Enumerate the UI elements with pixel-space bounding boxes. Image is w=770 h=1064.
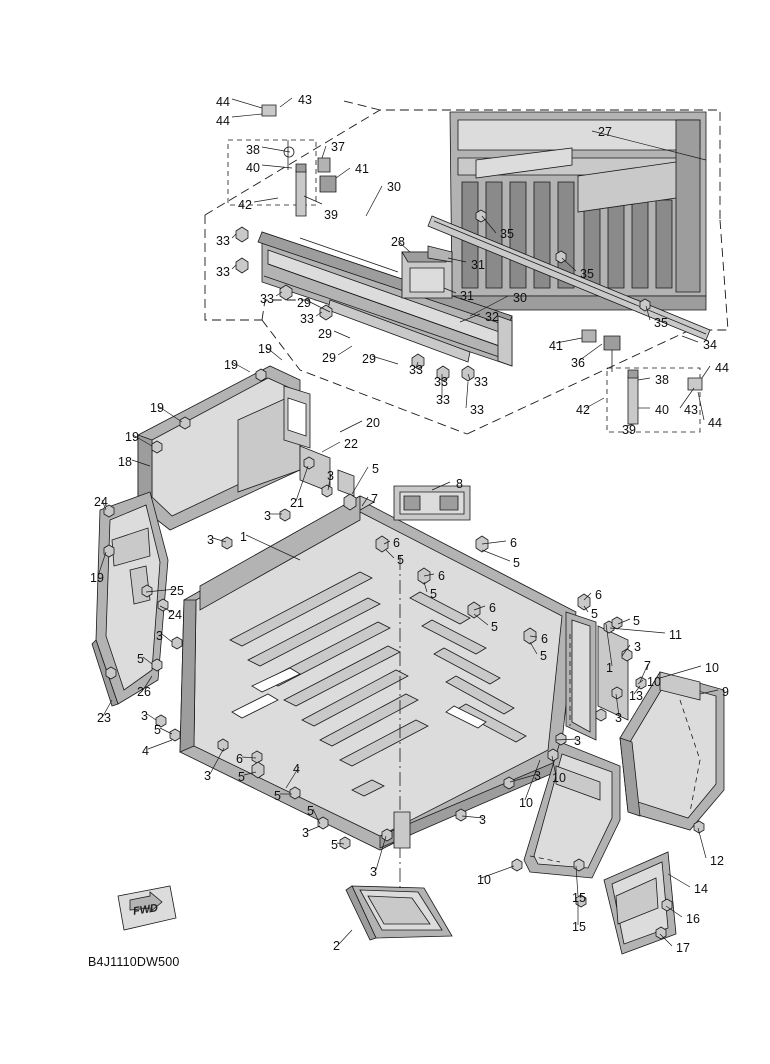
callout-number: 22	[344, 437, 358, 451]
callout-number: 4	[293, 762, 300, 776]
callout-number: 7	[371, 492, 378, 506]
callout-number: 6	[393, 536, 400, 550]
callout-number: 3	[634, 640, 641, 654]
callout-number: 33	[216, 234, 230, 248]
callout-number: 5	[491, 620, 498, 634]
callout-number: 43	[298, 93, 312, 107]
callout-number: 6	[236, 752, 243, 766]
callout-number: 5	[513, 556, 520, 570]
callout-number: 1	[606, 661, 613, 675]
callout-number: 30	[387, 180, 401, 194]
callout-number: 42	[238, 198, 252, 212]
callout-number: 8	[456, 477, 463, 491]
callout-number: 21	[290, 496, 304, 510]
callout-number: 44	[216, 114, 230, 128]
callout-number: 25	[170, 584, 184, 598]
callout-number: 30	[513, 291, 527, 305]
callout-number: 40	[246, 161, 260, 175]
callout-number: 5	[430, 587, 437, 601]
callout-number: 3	[615, 711, 622, 725]
callout-number: 5	[307, 804, 314, 818]
callout-number: 33	[474, 375, 488, 389]
callout-number: 35	[580, 267, 594, 281]
callout-number: 28	[391, 235, 405, 249]
callout-number: 6	[510, 536, 517, 550]
callout-number: 24	[94, 495, 108, 509]
callout-number: 15	[572, 920, 586, 934]
callout-number: 44	[715, 361, 729, 375]
callout-number: 10	[552, 771, 566, 785]
callout-number: 3	[370, 865, 377, 879]
callout-number: 29	[318, 327, 332, 341]
callout-number: 39	[324, 208, 338, 222]
callout-number: 10	[477, 873, 491, 887]
callout-number: 41	[549, 339, 563, 353]
callout-number: 33	[300, 312, 314, 326]
callout-number: 41	[355, 162, 369, 176]
callout-number: 39	[622, 423, 636, 437]
callout-number: 10	[705, 661, 719, 675]
callout-number: 31	[460, 289, 474, 303]
part-code-label: B4J1110DW500	[88, 955, 180, 969]
callout-number: 6	[489, 601, 496, 615]
callout-number: 27	[598, 125, 612, 139]
callout-number: 33	[260, 292, 274, 306]
callout-number: 35	[654, 316, 668, 330]
callout-number: 37	[331, 140, 345, 154]
callout-number: 9	[722, 685, 729, 699]
callout-number: 10	[519, 796, 533, 810]
callout-number: 5	[331, 838, 338, 852]
callout-number: 16	[686, 912, 700, 926]
callout-number: 5	[397, 553, 404, 567]
callout-number: 5	[372, 462, 379, 476]
callout-number: 42	[576, 403, 590, 417]
callout-number: 19	[258, 342, 272, 356]
callout-number: 29	[362, 352, 376, 366]
callout-number: 3	[327, 469, 334, 483]
callout-number: 43	[684, 403, 698, 417]
callout-number: 5	[154, 723, 161, 737]
callout-number: 33	[470, 403, 484, 417]
callout-number: 12	[710, 854, 724, 868]
callout-number: 3	[156, 629, 163, 643]
callout-number: 19	[150, 401, 164, 415]
callout-number: 38	[655, 373, 669, 387]
callout-number: 19	[125, 430, 139, 444]
callout-number: 19	[224, 358, 238, 372]
callout-number: 3	[264, 509, 271, 523]
callout-number: 3	[207, 533, 214, 547]
callout-number: 33	[216, 265, 230, 279]
callout-number: 6	[595, 588, 602, 602]
callout-number: 3	[302, 826, 309, 840]
callout-number: 33	[434, 375, 448, 389]
callout-number: 44	[708, 416, 722, 430]
callout-number: 7	[644, 659, 651, 673]
callout-number: 33	[436, 393, 450, 407]
callout-number: 10	[647, 675, 661, 689]
callout-number: 20	[366, 416, 380, 430]
callout-number: 5	[591, 607, 598, 621]
callout-number: 26	[137, 685, 151, 699]
callout-number: 31	[471, 258, 485, 272]
callout-number: 24	[168, 608, 182, 622]
callout-number: 6	[438, 569, 445, 583]
callout-number: 38	[246, 143, 260, 157]
callout-number: 5	[274, 789, 281, 803]
callout-number: 3	[574, 734, 581, 748]
callout-number: 35	[500, 227, 514, 241]
callout-number: 23	[97, 711, 111, 725]
callout-number: 3	[204, 769, 211, 783]
callout-number: 17	[676, 941, 690, 955]
callout-number: 15	[572, 891, 586, 905]
callout-number: 14	[694, 882, 708, 896]
callout-number: 5	[137, 652, 144, 666]
callout-number: 32	[485, 310, 499, 324]
callout-number: 2	[333, 939, 340, 953]
callout-number: 13	[629, 689, 643, 703]
callout-number: 5	[633, 614, 640, 628]
callout-number: 44	[216, 95, 230, 109]
callout-number: 19	[90, 571, 104, 585]
callout-number: 4	[142, 744, 149, 758]
callout-number: 18	[118, 455, 132, 469]
callout-number: 3	[534, 769, 541, 783]
callout-number: 33	[409, 363, 423, 377]
callout-number: 6	[541, 632, 548, 646]
callout-number: 36	[571, 356, 585, 370]
callout-number: 34	[703, 338, 717, 352]
callout-number: 29	[322, 351, 336, 365]
callout-number: 3	[479, 813, 486, 827]
callout-number: 29	[297, 296, 311, 310]
callout-number: 5	[540, 649, 547, 663]
callout-number: 1	[240, 530, 247, 544]
callout-number: 3	[141, 709, 148, 723]
callout-number: 40	[655, 403, 669, 417]
fwd-direction-label: FWD	[132, 902, 159, 918]
callout-number: 5	[238, 770, 245, 784]
callout-number: 11	[669, 628, 682, 642]
